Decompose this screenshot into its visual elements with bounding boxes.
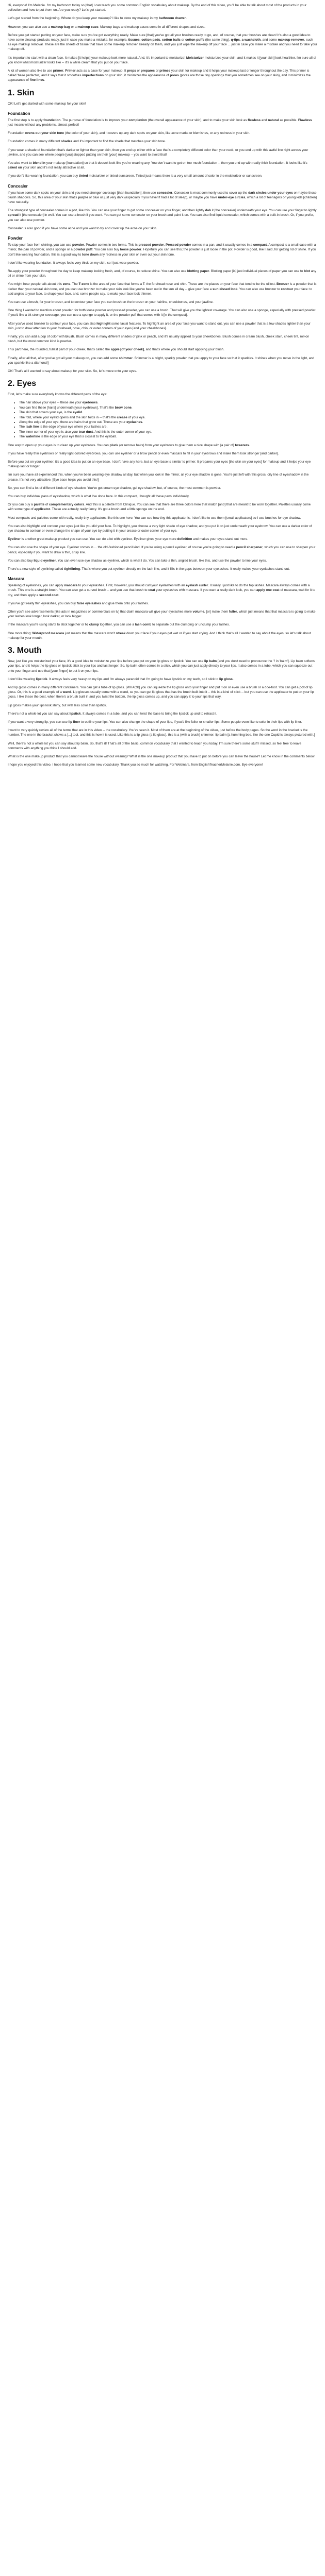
paragraph: To stop your face from shining, you can use powder. Powder comes in two forms. This is pressed powder. Pressed powder comes in a pan, and it usually comes in a compact. A compact is a small case with a mirror, the pan of powder, and a sponge or a powder puff. You can also buy loose powder. Hopefully you can see this; the powder is just loose in the pot. Powder is good, like I said, for getting rid of shine. If you don't like wearing foundation, this is a good way to tone down any redness in your skin or even out your skin tone. — [8, 243, 316, 257]
paragraph: You can also buy liquid eyeliner. You can even use eye shadow as eyeliner, which is what I do. You can take a thin, angled brush, like this, and use the powder to line your eyes. — [8, 558, 267, 563]
paragraph: Speaking of eyelashes, you can apply mascara to your eyelashes. First, however, you should curl your eyelashes with an eyelash curler. Usually I just like to do the top lashes. Mascara always comes with a brush. This one is a straight brush. You can also get a curved brush -- and you use that brush to coat your eyelashes with mascara. If you want a really dark look, you can apply one coat of mascara, wait for it to dry, and then apply a second coat. — [8, 584, 316, 597]
paragraph: Lip gloss makes your lips look shiny, but with less color than lipstick. — [8, 703, 107, 707]
paragraph: You can use a brush, for your bronzer, and to contour your face you can brush on the bronzer on your hairline, cheekbones, and your jawline. — [8, 300, 214, 304]
list-item: • The lash line is the edge of your eye where your lashes are. — [19, 425, 317, 429]
list-item: • Along the edge of your eye, there are hairs that grow out. These are your eyelashes. — [19, 420, 317, 425]
paragraph: Foundation comes in many different shades and it's important to find the shade that matches your skin tone. — [8, 140, 166, 144]
paragraph: Eyeliner is another great makeup product you can use. You can do a lot with eyeliner. Eyeliner gives your eye more definition and makes your eyes stand out more. — [8, 537, 249, 541]
paragraph: Well, there's not a whole lot you can say about lip balm. So, that's it! That's all of the basic, common vocabulary that I wanted to teach you today. I'm sure there's some stuff I missed, so feel free to leave comments with anything you think I should add. — [8, 741, 302, 750]
paragraph: However, you can also use a makeup bag or a makeup case. Makeup bags and makeup cases come in all different shapes and sizes. — [8, 25, 205, 29]
article — [0, 0, 325, 781]
list-item: • The inner corner of your eye is also your tear duct. And this is the outer corner of your eye. — [19, 430, 317, 434]
paragraph: If the mascara you're using starts to stick together or to clump together, you can use a lash comb to separate out the clumping or unclump your lashes. — [8, 623, 230, 627]
subsection-heading: Foundation — [8, 111, 30, 116]
paragraph: First, let's make sure everybody knows the different parts of the eye: — [8, 393, 107, 397]
section-heading: 2. Eyes — [8, 379, 37, 388]
paragraph: Often you'll see advertisements [like ads in magazines or commercials on tv] that claim mascara will give your eyelashes more volume, [or] make them fuller, which just means that that mascara is going to make your lashes look longer, look darker, or look bigger. — [8, 610, 316, 619]
paragraph: Or you can buy a palette of complementary colors. And this is a palette from Clinique. You can see that there are three colors here that match [and] that are meant to be worn together. Palettes usually come with some type of applicator. These are actually really fancy. It's got a brush and a little sponge on the end. — [8, 503, 311, 512]
paragraph: There's not a whole lot you can say about lipstick. It always comes in a tube, and you can twist the base to bring the lipstick up and to retract it. — [8, 711, 217, 716]
paragraph: Re-apply your powder throughout the day to keep makeup looking fresh, and, of course, to reduce shine. You can also use blotting paper. Blotting paper [is] just individual pieces of paper you can use to blot any oil or shine from your skin. — [8, 269, 316, 278]
paragraph: If you have some dark spots on your skin and you need stronger coverage [than foundation], then use concealer. Concealer is most commonly used to cover up the dark circles under your eyes or maybe those bluish shadows. So, this area of your skin that's purple or blue or just very dark (especially if you haven't had a lot of sleep), or maybe you have under-eye circles, which a lot of teenagers or young kids [children] have naturally. — [8, 191, 317, 205]
paragraph: You can also highlight and contour your eyes just like you did your face. To highlight, you choose a very light shade of eye shadow, and you put it on just underneath your eyebrow. You can use a darker color of eye shadow to contour or even change the shape of your eye by putting it in your crease or outer corner of your eye. — [8, 524, 312, 533]
subsection-heading: Powder — [8, 236, 23, 241]
paragraph: The first step is to apply foundation. The purpose of foundation is to improve your complexion (the overall appearance of your skin), and to make your skin look as flawless and natural as possible. Flawless just means without any problems, almost perfect! — [8, 118, 312, 127]
paragraph: Before you put on your eyeliner, it's a good idea to put on an eye base. I don't have any here, but an eye base is similar to primer. It prepares your eyes [the skin on your eyes] for makeup and it helps your eye makeup last or longer. — [8, 460, 311, 469]
paragraph: So, you can find a lot of different kinds of eye shadow. You've got cream eye shadow, gel eye shadow, but, of course, the most common is powder. — [8, 486, 221, 490]
paragraph: One thing I wanted to mention about powder: for both loose powder and pressed powder, you can use a brush. That will give you the lightest coverage. You can also use a sponge, especially with pressed powder. If you'd like a bit stronger coverage, you can use a sponge to apply it, or the powder puff that comes with it [in the compact]. — [8, 309, 316, 317]
paragraph: If you don't like wearing foundation, you can buy tinted moisturizer or tinted sunscreen. Tinted just means there is a very small amount of color in the moisturizer or sunscreen. — [8, 174, 263, 178]
section-heading: 1. Skin — [8, 88, 35, 97]
section-heading: 3. Mouth — [8, 646, 42, 655]
paragraph: OK! That's all I wanted to say about makeup for your skin. So, let's move onto your eyes. — [8, 369, 137, 373]
list-item: • The waterline is the edge of your eye that is closest to the eyeball. — [19, 434, 317, 439]
paragraph: OK! Let's get started with some makeup for your skin! — [8, 101, 86, 106]
paragraph: This part here, the rounded, fullest part of your cheek, that's called the apple [of your cheek], and that's where you should start applying your blush. — [8, 348, 224, 352]
paragraph: You can buy individual pans of eyeshadow, which is what I've done here. In this compact, I bought all these pans individually. — [8, 495, 190, 499]
paragraph: I don't like wearing foundation. It always feels very thick on my skin, so I just wear powder. — [8, 261, 139, 265]
list-item: • The skin that covers your eye, is the eyelid. — [19, 410, 317, 415]
list-item: • The fold, where your eyelid opens and the skin folds in -- that's the crease of your eye. — [19, 415, 317, 420]
paragraph: I'm sure you have all experienced this, when you've been wearing eye shadow all day, but when you look in the mirror, all your eye shadow is gone. You're just left with this gross, oily line of eyeshadow in the crease. It's not very attractive. [Eye base helps you avoid this!] — [8, 473, 309, 482]
subsection-heading: Mascara — [8, 577, 25, 582]
list-item: • The hair above your eyes -- these are your eyebrows. — [19, 400, 317, 405]
paragraph: It's important to start with a clean face. It makes [it helps] your makeup look more natural. And, it's important to moisturize! Moisturizer moisturizes your skin, and it makes it [your skin] look healthier. I'm sure all of you know what moisturizer looks like -- it's a white cream that you put on your face. — [8, 56, 316, 64]
subsection-heading: Concealer — [8, 183, 28, 189]
paragraph: What is the one makeup product that you cannot leave the house without wearing? What is the one makeup product that you have to put on before you can leave the house? Let me know in the comments below! — [8, 754, 316, 758]
paragraph: The strongest type of concealer comes in a pot, like this. You can use your finger to get some concealer on your finger, and then lightly dab it [the concealer] underneath your eye. You can use your finger to lightly spread it [the concealer] in well. You can use a brush if you want. You can get some concealer on your brush and paint it on. You can also find liquid concealer, which comes with a built-in brush. Or, if you prefer, you can also use powder. — [8, 209, 317, 222]
bullet-list — [8, 400, 317, 439]
paragraph: Finally, you can add a pop of color with blush. Blush comes in many different shades of pink or peach, and it's usually applied to your cheekbones. Blush comes in cream blush, cheek stain, cheek tint, roll-on blush, but the most common kind is powder. — [8, 334, 310, 344]
paragraph: There's a new style of eyelining called tightlining. That's where you put eyeliner directly on the lash line, and it fills in the gaps between your eyelashes. It really makes your eyelashes stand out. — [8, 567, 290, 571]
paragraph: I hope you enjoyed this video. I hope that you learned some new vocabulary. Thank you so much for watching. For Webinars, from EnglishTeacherMelanie.com. Bye everyone! — [8, 763, 263, 767]
paragraph: One more thing: Waterproof mascara just means that the mascara won't streak down your face if your eyes get wet or if you start crying. And I think that's all I wanted to say about the eyes, so let's talk about makeup for your mouth. — [8, 631, 311, 640]
paragraph: A lot of women also like to use primer. Primer acts as a base for your makeup. It preps or prepares or primes your skin for makeup and it helps your makeup last or longer throughout the day. This primer is called 'base perfector,' and it says that it smoothes imperfections on your skin, it minimizes the appearance of pores (pores are those tiny openings that you sometimes see on your skin), and it minimizes the appearance of fine lines. — [8, 69, 311, 82]
paragraph: Most compacts and palettes come with really, really tiny applicators, like this one here. You can see how tiny this applicator is. I don't like to use them [small applicators] so I use brushes for eye shadow. — [8, 516, 301, 520]
paragraph: Foundation evens out your skin tone (the color of your skin), and it covers up any dark spots on your skin, like acne marks or blemishes, or any redness in your skin. — [8, 131, 250, 135]
paragraph: One way to open up your eyes is to clean up your eyebrows. You can pluck (or remove hairs) from your eyebrows to give them a nice shape with [a pair of] tweezers. — [8, 443, 250, 447]
paragraph: Hi, everyone! I'm Melanie. I'm my bathroom today so [that] I can teach you some common English vocabulary about makeup. By the end of this video, you'll be able to talk about most of the products in your collection and how to put them on. Are you ready? Let's get started. — [8, 4, 307, 12]
paragraph: Finally, after all that, after you've got all your makeup on, you can add some shimmer. Shimmer is a bright, sparkly powder that you apply to your face so that it sparkles. It shines when you move in the light, and you sparkle like a diamond!] — [8, 356, 315, 365]
paragraph: And lip gloss comes in many different containers. You can get a tube of lip gloss. [WHACK] you can squeeze the lip gloss onto your finger and put it on or even use a brush or a doe-foot. You can get a pot of lip gloss. Or, this is a good example of a wand. Lip glosses usually come with a wand, so you can get lip gloss that has the brush built into it -- this is a kind of stick -- but you can use the applicator to put on your lip gloss. I like these the best, when there's a brush built in and you twist the bottom, the lip gloss comes up, and you can apply it to your lips that way. — [8, 685, 314, 699]
paragraph: Concealer is also good if you have some acne and you want to try and cover up the acne on your skin. — [8, 226, 157, 230]
paragraph: Let's get started from the beginning. Where do you keep your makeup? I like to store my makeup in my bathroom drawer. — [8, 16, 187, 21]
paragraph: I don't like wearing lipstick. It always feels very heavy on my lips and I'm always paranoid that I'm going to have lipstick on my teeth, so I stick to lip gloss. — [8, 677, 234, 681]
paragraph: Before you get started putting on your face, make sure you've got everything ready. Make sure [that] you've got all your brushes ready to go, and, of course, that your brushes are clean! It's also a good idea to have some cleanup products ready, just in case you make a mistake, for example, tissues, cotton pads, cotton balls or cotton puffs (the same thing), q-tips, a washcloth, and some makeup remover, such as eye makeup removal. These are the sheets of tissue that have some makeup remover already on them, and you just wipe the makeup off your face ... just in case you make a mistake and you need to take your makeup off. — [8, 33, 317, 52]
paragraph: If you have really thin eyebrows or really light-colored eyebrows, you can use eyeliner or a brow pencil or even mascara to fill in your eyebrows and make them look stronger [and darker]. — [8, 451, 279, 455]
paragraph: After you've used bronzer to contour your face, you can also highlight some facial features. To highlight an area of your face you want to stand out, you can use a powder that is a few shades lighter than your skin, just to draw attention to your forehead, nose, chin, or outer corners of your eyes [and your cheekbones]. — [8, 321, 311, 330]
list-item: • You can find these [hairs] underneath [your eyebrows]. That's the brow bone. — [19, 405, 317, 410]
paragraph: I want to very quickly review all of the terms that are in this video -- the vocabulary. You've seen it. Most of them are at the beginning of the video, just before the body pages. So the word in the bracket is the number. The one in the bracket shows a [...] tool, and this is how it is used. Like this is a lip gloss (a lip gloss), this is a (with a brush) shimmer, lip balm [a humming bee, like the one Cupid is always pictured with.] — [8, 728, 315, 737]
paragraph: You might hear people talk about this zone. The T-zone is the area of your face that forms a T: the forehead nose and chin. These are the places on your face that tend to be the oiliest. Bronzer is a powder that is darker than your natural skin tone, and you can use bronzer to make your skin look like you've been out in the sun all day -- give your face a sun-kissed look. You can also use bronzer to contour your face: to add angles to your face, to shape your face, and, some people say, to make your face look thinner. — [8, 282, 317, 296]
paragraph: You can also use the shape of your eye. Eyeliner comes in ... the old-fashioned pencil kind. If you're using a pencil eyeliner, of course you're going to need a pencil sharpener, which you can use to sharpen your pencil, especially if you want to draw a thin, crisp line. — [8, 546, 316, 554]
paragraph: If you wear a shade of foundation that's darker or lighter than your skin, then you end up either with a face that's a completely different color than your neck, or you end up with this awful line right across your jawline, and you can see where people [you] stopped putting on their [your] makeup -- you want to avoid that! — [8, 148, 308, 157]
paragraph: If you want a very strong lip, you can use lip liner to outline your lips. You can also change the shape of your lips, if you'd like fuller or smaller lips. Some people even like to color in their lips with lip liner. — [8, 720, 302, 724]
paragraph: You also want to blend in your makeup [foundation] so that it doesn't look like you're wearing any. You don't want to get on too much foundation -- then you end up with really thick foundation. It looks like it's caked on your skin and it's not really attractive at all. — [8, 161, 307, 170]
paragraph: Now, just like you moisturized your face, it's a good idea to moisturize your lips before you put on your lip gloss or lipstick. You can use lip balm [and you don't need to pronounce the 'l' in 'balm']. Lip balm softens your lips, and it helps the lip gloss or lipstick stick to your lips and last longer. So, lip balm often comes in a stick, which you can just apply directly to your lips. It also comes in a tube, which you can squeeze out onto your finger and use that [your finger] to put it on your lips. — [8, 659, 315, 673]
paragraph: If you've got really thin eyelashes, you can buy false eyelashes and glue them onto your lashes. — [8, 601, 149, 605]
